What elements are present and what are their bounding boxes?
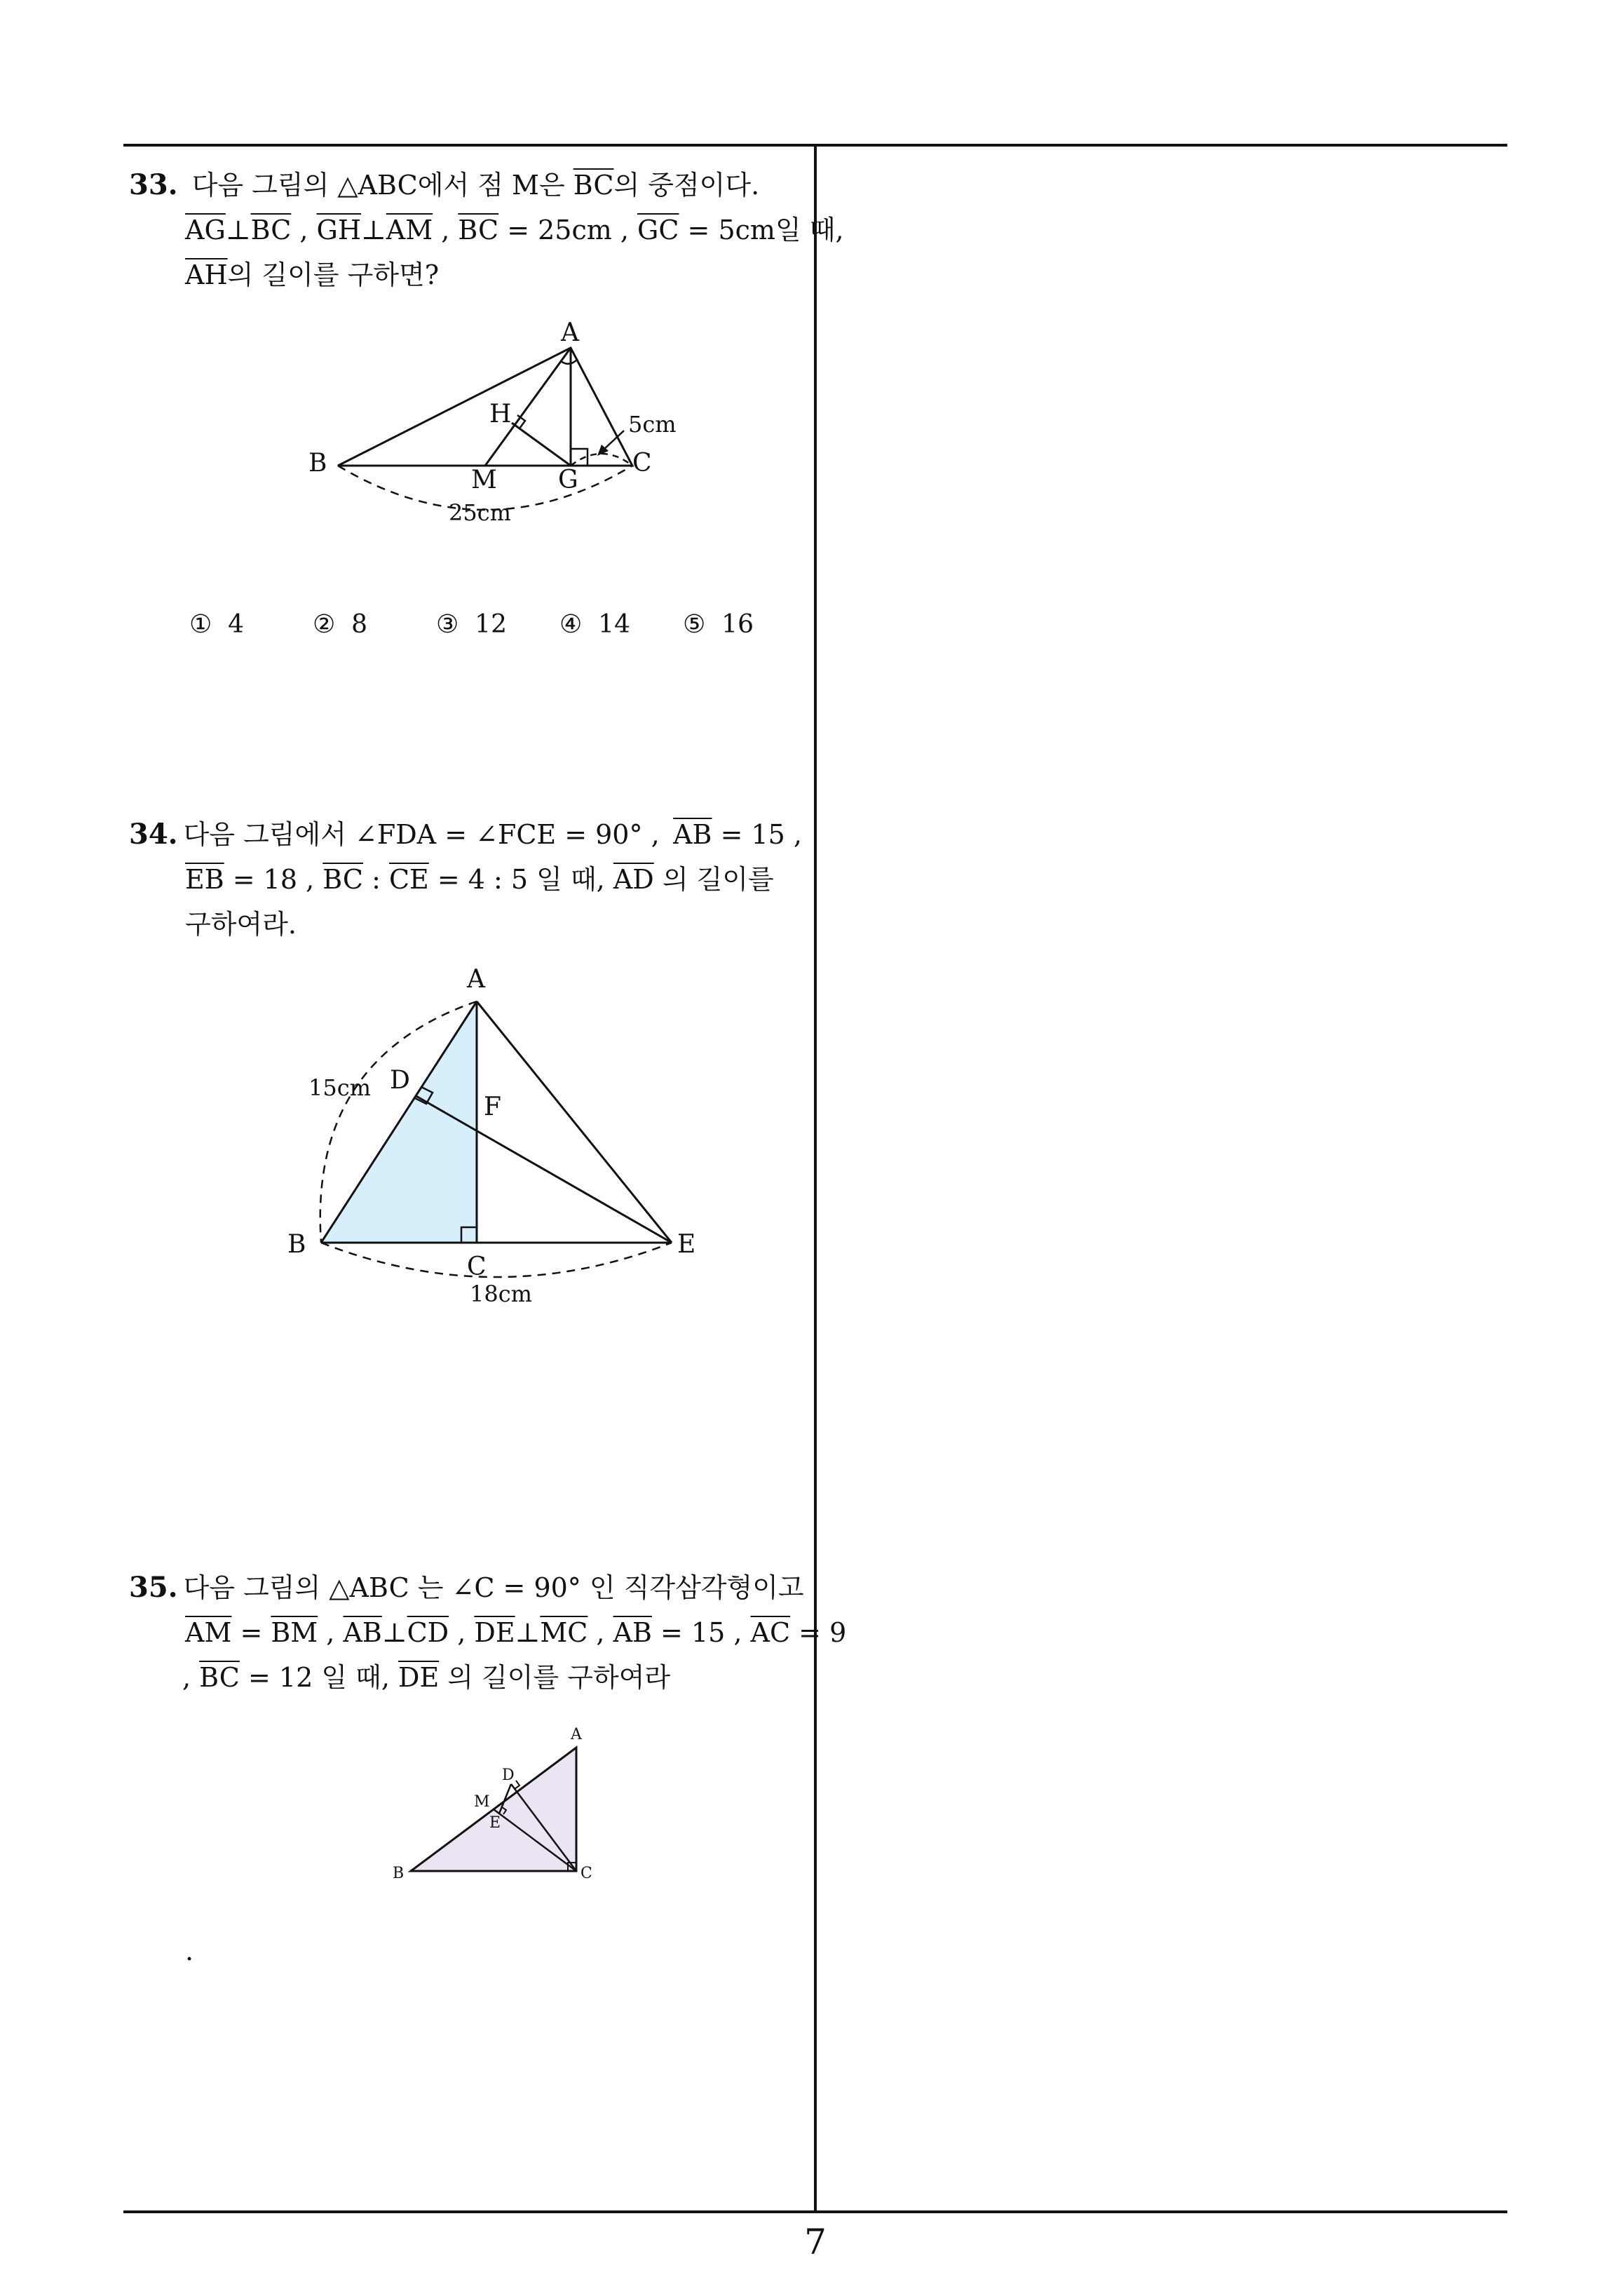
q34-line-1 <box>129 812 802 857</box>
q33-label-g: G <box>558 466 578 494</box>
q35-label-e: E <box>489 1814 501 1832</box>
q34-line-2 <box>129 857 802 902</box>
q33-label-25cm: 25cm <box>449 499 511 526</box>
q34-text: = 4 : 5 일 때, <box>428 864 613 895</box>
q35-seg-ac: $\overline{AC}$ <box>750 1617 791 1648</box>
q35-figure <box>0 1711 813 1900</box>
q33-figure <box>0 0 813 547</box>
q34-text: 의 길이를 <box>653 864 774 895</box>
q34-figure <box>0 940 813 1332</box>
q33-text: 다음 그림의 △ABC에서 점 M은 <box>191 170 573 201</box>
q35-seg-de: $\overline{DE}$ <box>398 1662 440 1693</box>
q33-seg-bc: $\overline{BC}$ <box>458 215 499 245</box>
q33-text: = 5cm일 때, <box>679 215 844 245</box>
question-35 <box>129 1565 847 1700</box>
q33-choice-2[interactable] <box>313 610 367 639</box>
q34-text: 다음 그림에서 ∠FDA = ∠FCE = 90° , <box>183 819 660 850</box>
q34-label-f: F <box>484 1093 501 1121</box>
q34-seg-ab: $\overline{AB}$ <box>673 819 712 850</box>
q33-choice-3[interactable] <box>436 610 507 639</box>
q35-text: = <box>231 1617 271 1648</box>
q34-seg-bc: $\overline{BC}$ <box>322 864 363 895</box>
column-divider <box>814 144 817 2213</box>
q35-text: 의 길이를 구하여라 <box>439 1662 671 1693</box>
q33-choice-1[interactable] <box>189 610 244 639</box>
q33-right-angle-h <box>517 415 525 428</box>
q34-label-c: C <box>467 1252 487 1281</box>
choice-value: 12 <box>475 610 507 639</box>
choice-mark: ① <box>189 610 212 639</box>
q33-seg-bc: $\overline{BC}$ <box>250 215 292 245</box>
perp-symbol: ⊥ <box>381 1617 407 1648</box>
q35-text: = 9 <box>790 1617 847 1648</box>
q33-seg-am: $\overline{AM}$ <box>386 215 433 245</box>
choice-mark: ② <box>313 610 336 639</box>
q33-text: 의 중점이다. <box>613 170 760 201</box>
q34-label-d: D <box>390 1066 410 1095</box>
q33-label-5cm: 5cm <box>628 411 677 438</box>
q33-label-a: A <box>561 318 579 347</box>
page-number: 7 <box>804 2222 827 2262</box>
q35-text: = 15 , <box>651 1617 751 1648</box>
choice-value: 14 <box>598 610 630 639</box>
q35-seg-am: $\overline{AM}$ <box>185 1617 232 1648</box>
q35-line-2 <box>129 1610 847 1655</box>
q34-label-b: B <box>287 1230 306 1259</box>
q33-text: , <box>433 215 459 245</box>
choice-mark: ③ <box>436 610 459 639</box>
q33-label-m: M <box>471 466 497 494</box>
q35-line-1 <box>129 1565 802 1610</box>
q34-label-e: E <box>677 1230 696 1259</box>
perp-symbol: ⊥ <box>515 1617 541 1648</box>
choice-value: 4 <box>228 610 245 639</box>
q35-seg-bc: $\overline{BC}$ <box>199 1662 240 1693</box>
q33-text: , <box>291 215 317 245</box>
q35-right-angle-d <box>515 1781 520 1789</box>
q33-arrow-line <box>603 431 624 450</box>
q33-line-gh <box>512 423 571 466</box>
perp-symbol: ⊥ <box>225 215 251 245</box>
q35-seg-ab: $\overline{AB}$ <box>613 1617 652 1648</box>
perp-symbol: ⊥ <box>361 215 386 245</box>
q34-line-ae <box>477 1001 672 1243</box>
q34-arc-be <box>321 1243 672 1277</box>
q35-text: , <box>182 1662 200 1693</box>
q33-label-h: H <box>489 400 512 428</box>
q35-label-b: B <box>393 1865 405 1882</box>
q33-seg-ah: $\overline{AH}$ <box>185 259 228 290</box>
q35-text: , <box>449 1617 475 1648</box>
q33-label-c: C <box>632 449 652 478</box>
q35-seg-bm: $\overline{BM}$ <box>271 1617 318 1648</box>
q33-seg-gc: $\overline{GC}$ <box>637 215 679 245</box>
q33-text: = 25cm , <box>498 215 638 245</box>
q35-label-c: C <box>580 1865 592 1882</box>
q34-text: 구하여라. <box>185 909 297 940</box>
q35-line-3 <box>129 1655 802 1700</box>
q34-label-a: A <box>467 965 485 994</box>
q33-seg-gh: $\overline{GH}$ <box>316 215 362 245</box>
q33-choice-5[interactable] <box>683 610 754 639</box>
q35-label-d: D <box>502 1767 515 1784</box>
question-34 <box>129 812 802 947</box>
q34-seg-eb: $\overline{EB}$ <box>185 864 224 895</box>
q33-seg-bc: $\overline{BC}$ <box>573 170 614 201</box>
choice-mark: ④ <box>559 610 583 639</box>
q35-text: 다음 그림의 △ABC 는 ∠C = 90° 인 직각삼각형이고 <box>183 1572 804 1603</box>
q33-text: 의 길이를 구하면? <box>227 259 440 290</box>
q35-number: 35. <box>129 1571 178 1604</box>
q34-seg-ce: $\overline{CE}$ <box>388 864 429 895</box>
q33-arc-gc <box>571 454 632 466</box>
q33-number: 33. <box>129 168 178 201</box>
q34-text: = 15 , <box>712 819 802 850</box>
bottom-rule <box>123 2210 1507 2213</box>
q35-seg-ab: $\overline{AB}$ <box>343 1617 382 1648</box>
q35-seg-cd: $\overline{CD}$ <box>407 1617 449 1648</box>
q35-text: , <box>588 1617 613 1648</box>
q34-text: = 18 , <box>224 864 323 895</box>
choice-value: 8 <box>351 610 368 639</box>
choice-mark: ⑤ <box>683 610 706 639</box>
q33-seg-ag: $\overline{AG}$ <box>185 215 226 245</box>
q35-text: , <box>318 1617 344 1648</box>
q34-number: 34. <box>129 818 178 851</box>
q34-label-18cm: 18cm <box>470 1281 532 1307</box>
q35-text: = 12 일 때, <box>239 1662 398 1693</box>
q35-seg-mc: $\overline{MC}$ <box>540 1617 588 1648</box>
q34-text: : <box>362 864 389 895</box>
q35-answer-dot: . <box>185 1936 194 1966</box>
q35-label-a: A <box>571 1726 582 1743</box>
q35-label-m: M <box>474 1793 490 1811</box>
q35-seg-de: $\overline{DE}$ <box>474 1617 515 1648</box>
q34-seg-ad: $\overline{AD}$ <box>613 864 654 895</box>
q33-choice-4[interactable] <box>559 610 630 639</box>
q33-right-angle-a <box>561 359 578 364</box>
q34-label-15cm: 15cm <box>308 1074 371 1101</box>
choice-value: 16 <box>721 610 754 639</box>
q33-label-b: B <box>308 449 327 478</box>
